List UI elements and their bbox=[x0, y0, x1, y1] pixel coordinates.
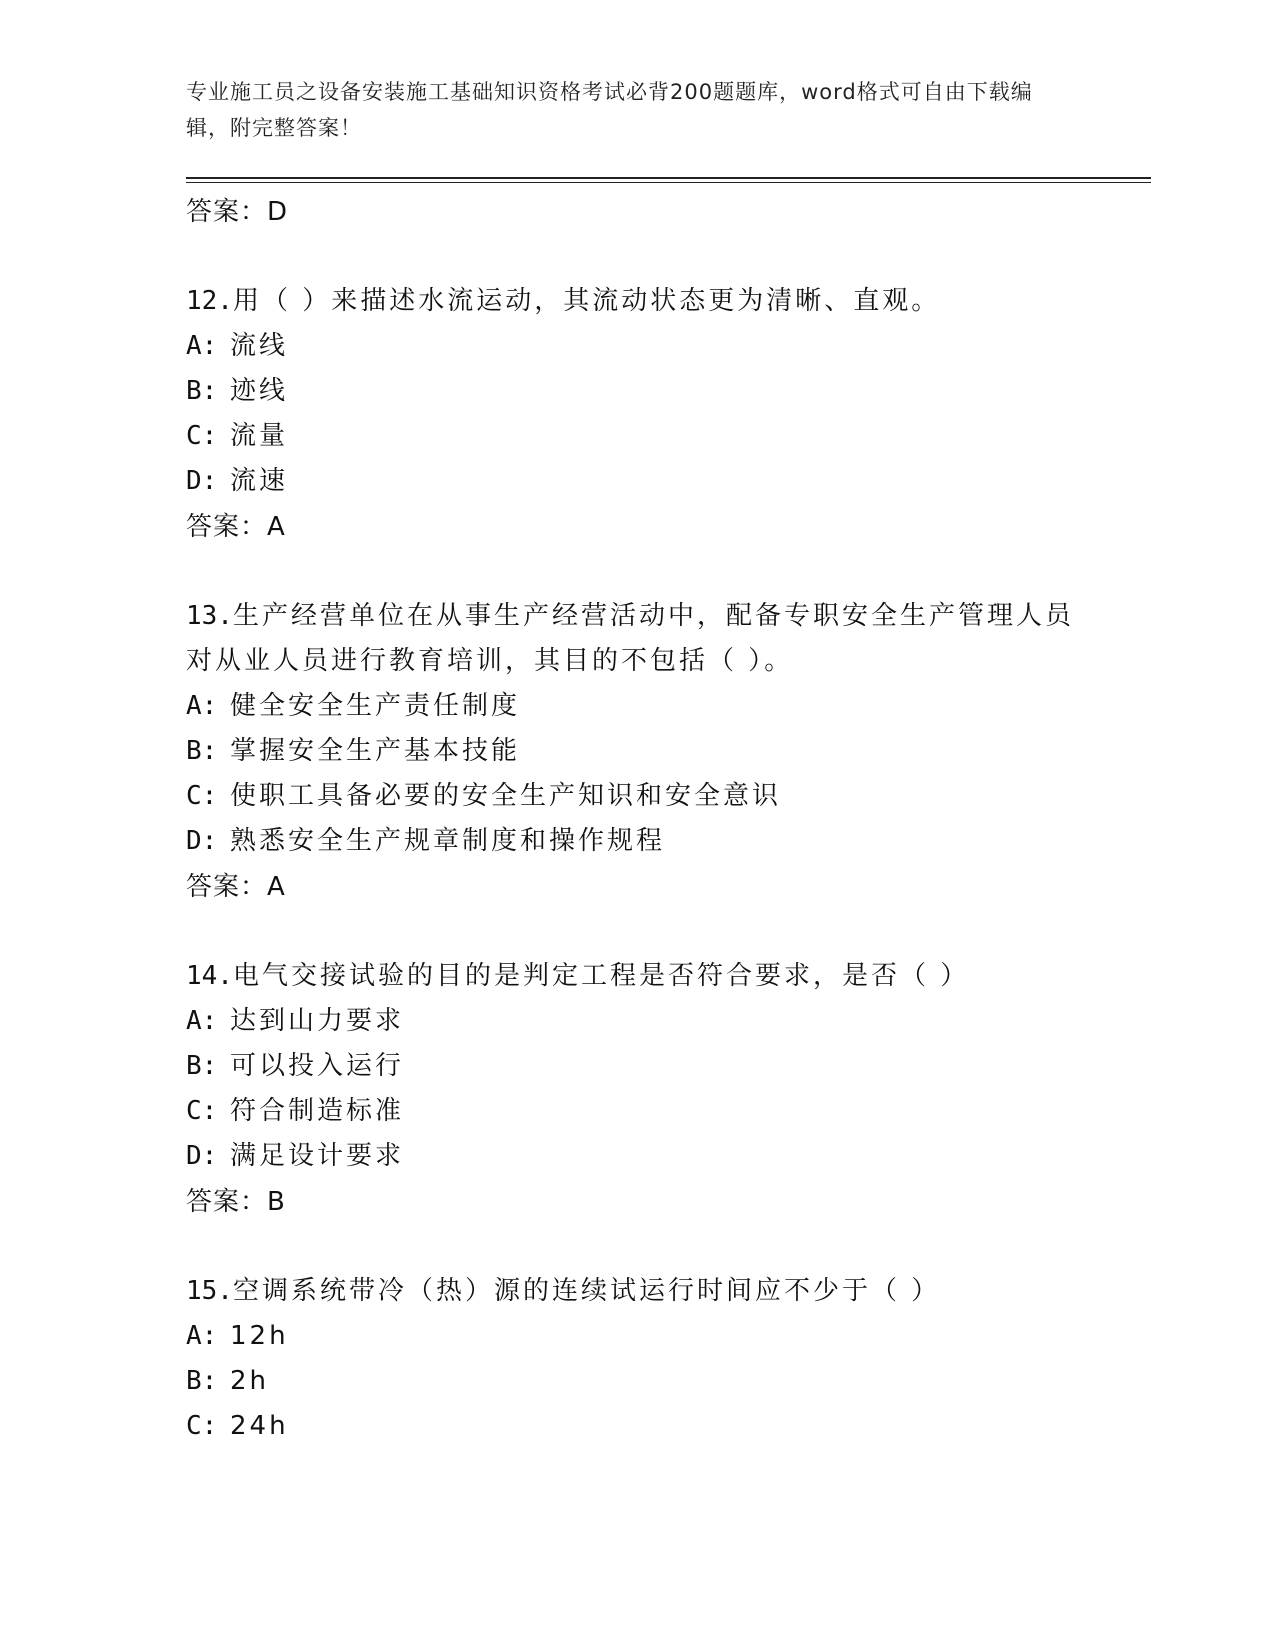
option-a bbox=[186, 1314, 1151, 1359]
option-b bbox=[186, 369, 1151, 414]
option-b bbox=[186, 729, 1151, 774]
option-text: 流线 bbox=[230, 331, 289, 361]
option-text: 12h bbox=[230, 1321, 289, 1351]
option-key: B: bbox=[186, 376, 218, 406]
spacer bbox=[186, 550, 1151, 594]
option-text: 达到山力要求 bbox=[230, 1006, 405, 1036]
option-text: 2h bbox=[230, 1366, 270, 1396]
option-b bbox=[186, 1044, 1151, 1089]
question-text: 电气交接试验的目的是判定工程是否符合要求，是否（ ） bbox=[232, 961, 970, 991]
question-14 bbox=[186, 954, 1151, 1225]
option-d bbox=[186, 1134, 1151, 1179]
option-a bbox=[186, 324, 1151, 369]
option-text: 使职工具备必要的安全生产知识和安全意识 bbox=[230, 781, 782, 811]
question-number: 15. bbox=[186, 1276, 233, 1306]
question-15 bbox=[186, 1269, 1151, 1449]
option-text: 可以投入运行 bbox=[230, 1051, 405, 1081]
question-number: 13. bbox=[186, 601, 233, 631]
option-key: B: bbox=[186, 736, 218, 766]
option-text: 健全安全生产责任制度 bbox=[230, 691, 521, 721]
answer: 答案：A bbox=[186, 872, 286, 902]
spacer bbox=[186, 235, 1151, 279]
spacer bbox=[186, 910, 1151, 954]
option-key: C: bbox=[186, 781, 218, 811]
option-text: 迹线 bbox=[230, 376, 289, 406]
header-divider bbox=[186, 177, 1151, 183]
answer: 答案：B bbox=[186, 1187, 286, 1217]
option-key: C: bbox=[186, 1096, 218, 1126]
option-b bbox=[186, 1359, 1151, 1404]
option-key: B: bbox=[186, 1051, 218, 1081]
option-text: 24h bbox=[230, 1411, 289, 1441]
question-stem bbox=[186, 279, 1086, 324]
option-d bbox=[186, 459, 1151, 504]
document-content bbox=[186, 189, 1151, 1449]
spacer bbox=[186, 1225, 1151, 1269]
question-13 bbox=[186, 594, 1151, 910]
question-stem bbox=[186, 954, 1086, 999]
option-c bbox=[186, 774, 1151, 819]
option-key: C: bbox=[186, 1411, 218, 1441]
option-key: C: bbox=[186, 421, 218, 451]
question-text: 生产经营单位在从事生产经营活动中，配备专职安全生产管理人员对从业人员进行教育培训，其目的不包括（ ）。 bbox=[186, 601, 1074, 676]
option-c bbox=[186, 414, 1151, 459]
question-12 bbox=[186, 279, 1151, 550]
option-text: 流量 bbox=[230, 421, 289, 451]
option-key: D: bbox=[186, 466, 218, 496]
option-text: 满足设计要求 bbox=[230, 1141, 405, 1171]
option-key: A: bbox=[186, 1321, 218, 1351]
question-text: 空调系统带冷（热）源的连续试运行时间应不少于（ ） bbox=[232, 1276, 941, 1306]
option-text: 掌握安全生产基本技能 bbox=[230, 736, 521, 766]
option-key: A: bbox=[186, 1006, 218, 1036]
question-stem bbox=[186, 594, 1086, 684]
option-key: D: bbox=[186, 826, 218, 856]
option-text: 熟悉安全生产规章制度和操作规程 bbox=[230, 826, 666, 856]
previous-answer: 答案：D bbox=[186, 197, 289, 227]
option-text: 流速 bbox=[230, 466, 289, 496]
option-a bbox=[186, 684, 1151, 729]
option-key: B: bbox=[186, 1366, 218, 1396]
option-c bbox=[186, 1404, 1151, 1449]
option-key: A: bbox=[186, 331, 218, 361]
option-key: D: bbox=[186, 1141, 218, 1171]
question-text: 用（ ）来描述水流运动，其流动状态更为清晰、直观。 bbox=[232, 286, 941, 316]
option-text: 符合制造标准 bbox=[230, 1096, 405, 1126]
document-header-title: 专业施工员之设备安装施工基础知识资格考试必背200题题库，word格式可自由下载编辑，附完整答案！ bbox=[186, 80, 1033, 140]
option-d bbox=[186, 819, 1151, 864]
answer: 答案：A bbox=[186, 512, 286, 542]
option-a bbox=[186, 999, 1151, 1044]
question-number: 14. bbox=[186, 961, 233, 991]
question-number: 12. bbox=[186, 286, 233, 316]
option-c bbox=[186, 1089, 1151, 1134]
question-stem bbox=[186, 1269, 1086, 1314]
option-key: A: bbox=[186, 691, 218, 721]
